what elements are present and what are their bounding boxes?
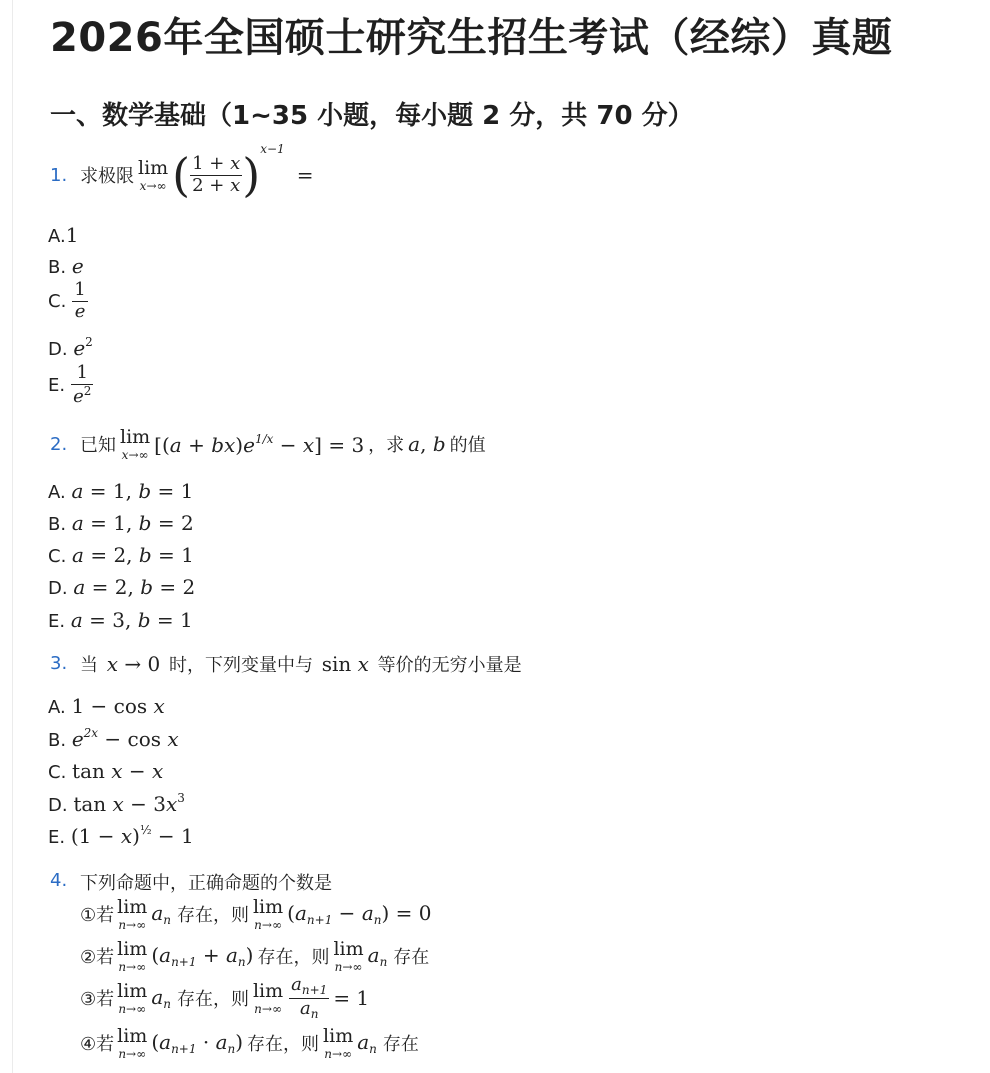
question-number: 2. bbox=[50, 434, 68, 455]
option-3a[interactable]: A. 1 − cos x bbox=[48, 694, 165, 718]
option-2c[interactable]: C. a = 2, b = 1 bbox=[48, 543, 194, 567]
math-paren: ( bbox=[172, 148, 191, 202]
question-number: 3. bbox=[50, 653, 68, 674]
section-heading: 一、数学基础（1~35 小题，每小题 2 分，共 70 分） bbox=[50, 101, 694, 131]
option-1b[interactable]: B. e bbox=[48, 254, 84, 278]
option-2e[interactable]: E. a = 3, b = 1 bbox=[48, 608, 193, 632]
question-stem: 当 x → 0 时，下列变量中与 sin x 等价的无穷小量是 bbox=[80, 652, 522, 676]
statement-4: ④若 lim n→∞ $(a_{n+1} \cdot a_n)$ 存在，则 lim n→∞ $a_n$ 存在 bbox=[80, 1024, 419, 1061]
math-equals: = bbox=[296, 163, 314, 187]
math-fraction: $\frac{1 + x}{2 + x}$ bbox=[192, 152, 241, 196]
statement-3: ③若 lim n→∞ $a_n$ 存在，则 lim n→∞ $\frac{a_{n+1}}{a_n}$ = 1 bbox=[80, 973, 370, 1021]
option-3c[interactable]: C. tan x − x bbox=[48, 759, 164, 783]
question-stem: 下列命题中，正确命题的个数是 bbox=[80, 873, 332, 894]
math-limit: lim x→∞ bbox=[138, 156, 169, 193]
question-number: 1. bbox=[50, 165, 68, 186]
option-3e[interactable]: E. $(1 - x)^{\frac{1}{2}} - 1$ bbox=[48, 823, 194, 848]
stem-text: 求极限 bbox=[80, 166, 134, 187]
option-1a[interactable]: A.1 bbox=[48, 223, 79, 247]
option-2d[interactable]: D. a = 2, b = 2 bbox=[48, 575, 196, 599]
math-paren: ) bbox=[242, 148, 261, 202]
question-number: 4. bbox=[50, 870, 68, 891]
statement-1: ①若 lim n→∞ $a_n$ 存在，则 lim n→∞ $(a_{n+1} - a_n) = 0$ bbox=[80, 895, 432, 932]
page-title: 2026年全国硕士研究生招生考试（经综）真题 bbox=[50, 15, 893, 61]
statement-2: ②若 lim n→∞ $(a_{n+1} + a_n)$ 存在，则 lim n→∞ $a_n$ 存在 bbox=[80, 937, 430, 974]
math-exponent: x−1 bbox=[260, 142, 285, 156]
option-1c[interactable]: C. $\frac{1}{e}$ bbox=[48, 279, 86, 322]
option-1e[interactable]: E. $\frac{1}{e^2}$ bbox=[48, 362, 92, 407]
question-stem bbox=[80, 140, 313, 210]
option-3d[interactable]: D. $\tan x - 3x^3$ bbox=[48, 791, 185, 816]
left-margin-rule bbox=[12, 0, 13, 1073]
option-3b[interactable]: B. $e^{2x} - \cos x$ bbox=[48, 726, 179, 751]
option-1d[interactable]: D. $e^2$ bbox=[48, 335, 93, 360]
option-2b[interactable]: B. a = 1, b = 2 bbox=[48, 511, 194, 535]
option-2a[interactable]: A. a = 1, b = 1 bbox=[48, 479, 194, 503]
question-stem: 已知 lim x→∞ $[(a + bx)e^{1/x} - x] = 3$ ，求 a, b 的值 bbox=[80, 425, 486, 462]
